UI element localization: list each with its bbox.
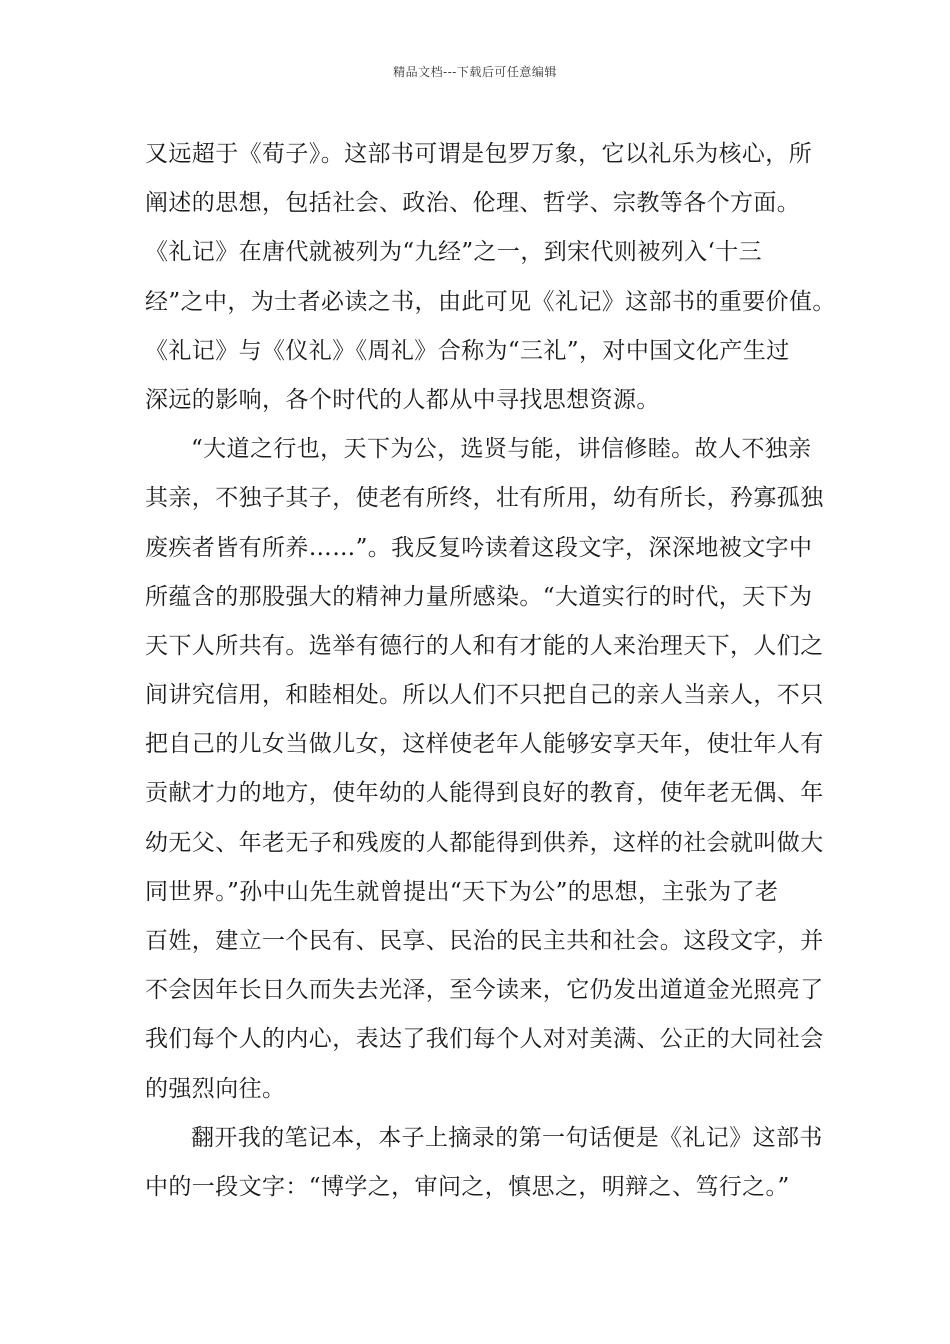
text-line: 又远超于《荀子》。这部书可谓是包罗万象，它以礼乐为核心，所: [145, 141, 813, 167]
paragraph-first-line: “大道之行也，天下为公，选贤与能，讲信修睦。故人不独亲: [191, 436, 812, 463]
text-line: 其亲，不独子其子，使老有所终，壮有所用，幼有所长，矜寡孤独: [145, 485, 824, 512]
text-line: 的强烈向往。: [145, 1075, 286, 1102]
text-line: 《礼记》与《仪礼》《周礼》合称为“三礼”，对中国文化产生过: [145, 337, 790, 364]
text-line: 同世界。”孙中山先生就曾提出“天下为公”的思想，主张为了老: [145, 878, 779, 905]
text-line: 经”之中，为士者必读之书，由此可见《礼记》这部书的重要价值。: [145, 288, 836, 315]
text-line: 天下人所共有。选举有德行的人和有才能的人来治理天下，人们之: [145, 632, 824, 659]
text-line: 贡献才力的地方，使年幼的人能得到良好的教育，使年老无偶、年: [145, 780, 824, 807]
page-header: 精品文档---下载后可任意编辑: [393, 65, 557, 79]
text-line: 所蕴含的那股强大的精神力量所感染。“大道实行的时代，天下为: [145, 583, 813, 610]
text-line: 中的一段文字：“博学之，审问之，慎思之，明辩之、笃行之。”: [145, 1173, 790, 1200]
text-line: 废疾者皆有所养……”。我反复吟读着这段文字，深深地被文字中: [145, 534, 813, 561]
text-line: 把自己的儿女当做儿女，这样使老年人能够安享天年，使壮年人有: [145, 731, 824, 758]
text-line: 幼无父、年老无子和残废的人都能得到供养，这样的社会就叫做大: [145, 829, 824, 856]
text-line: 《礼记》在唐代就被列为“九经”之一，到宋代则被列入‘十三: [145, 239, 763, 266]
text-line: 间讲究信用，和睦相处。所以人们不只把自己的亲人当亲人，不只: [145, 682, 824, 709]
body-text: [145, 130, 836, 1212]
text-line: 不会因年长日久而失去光泽，至今读来，它仍发出道道金光照亮了: [145, 977, 824, 1004]
text-line: 百姓，建立一个民有、民享、民治的民主共和社会。这段文字，并: [145, 928, 824, 954]
text-line: 我们每个人的内心，表达了我们每个人对对美满、公正的大同社会: [145, 1026, 824, 1053]
paragraph-first-line: 翻开我的笔记本，本子上摘录的第一句话便是《礼记》这部书: [191, 1124, 823, 1151]
text-line: 深远的影响，各个时代的人都从中寻找思想资源。: [145, 386, 660, 413]
text-line: 阐述的思想，包括社会、政治、伦理、哲学、宗教等各个方面。: [145, 190, 801, 217]
